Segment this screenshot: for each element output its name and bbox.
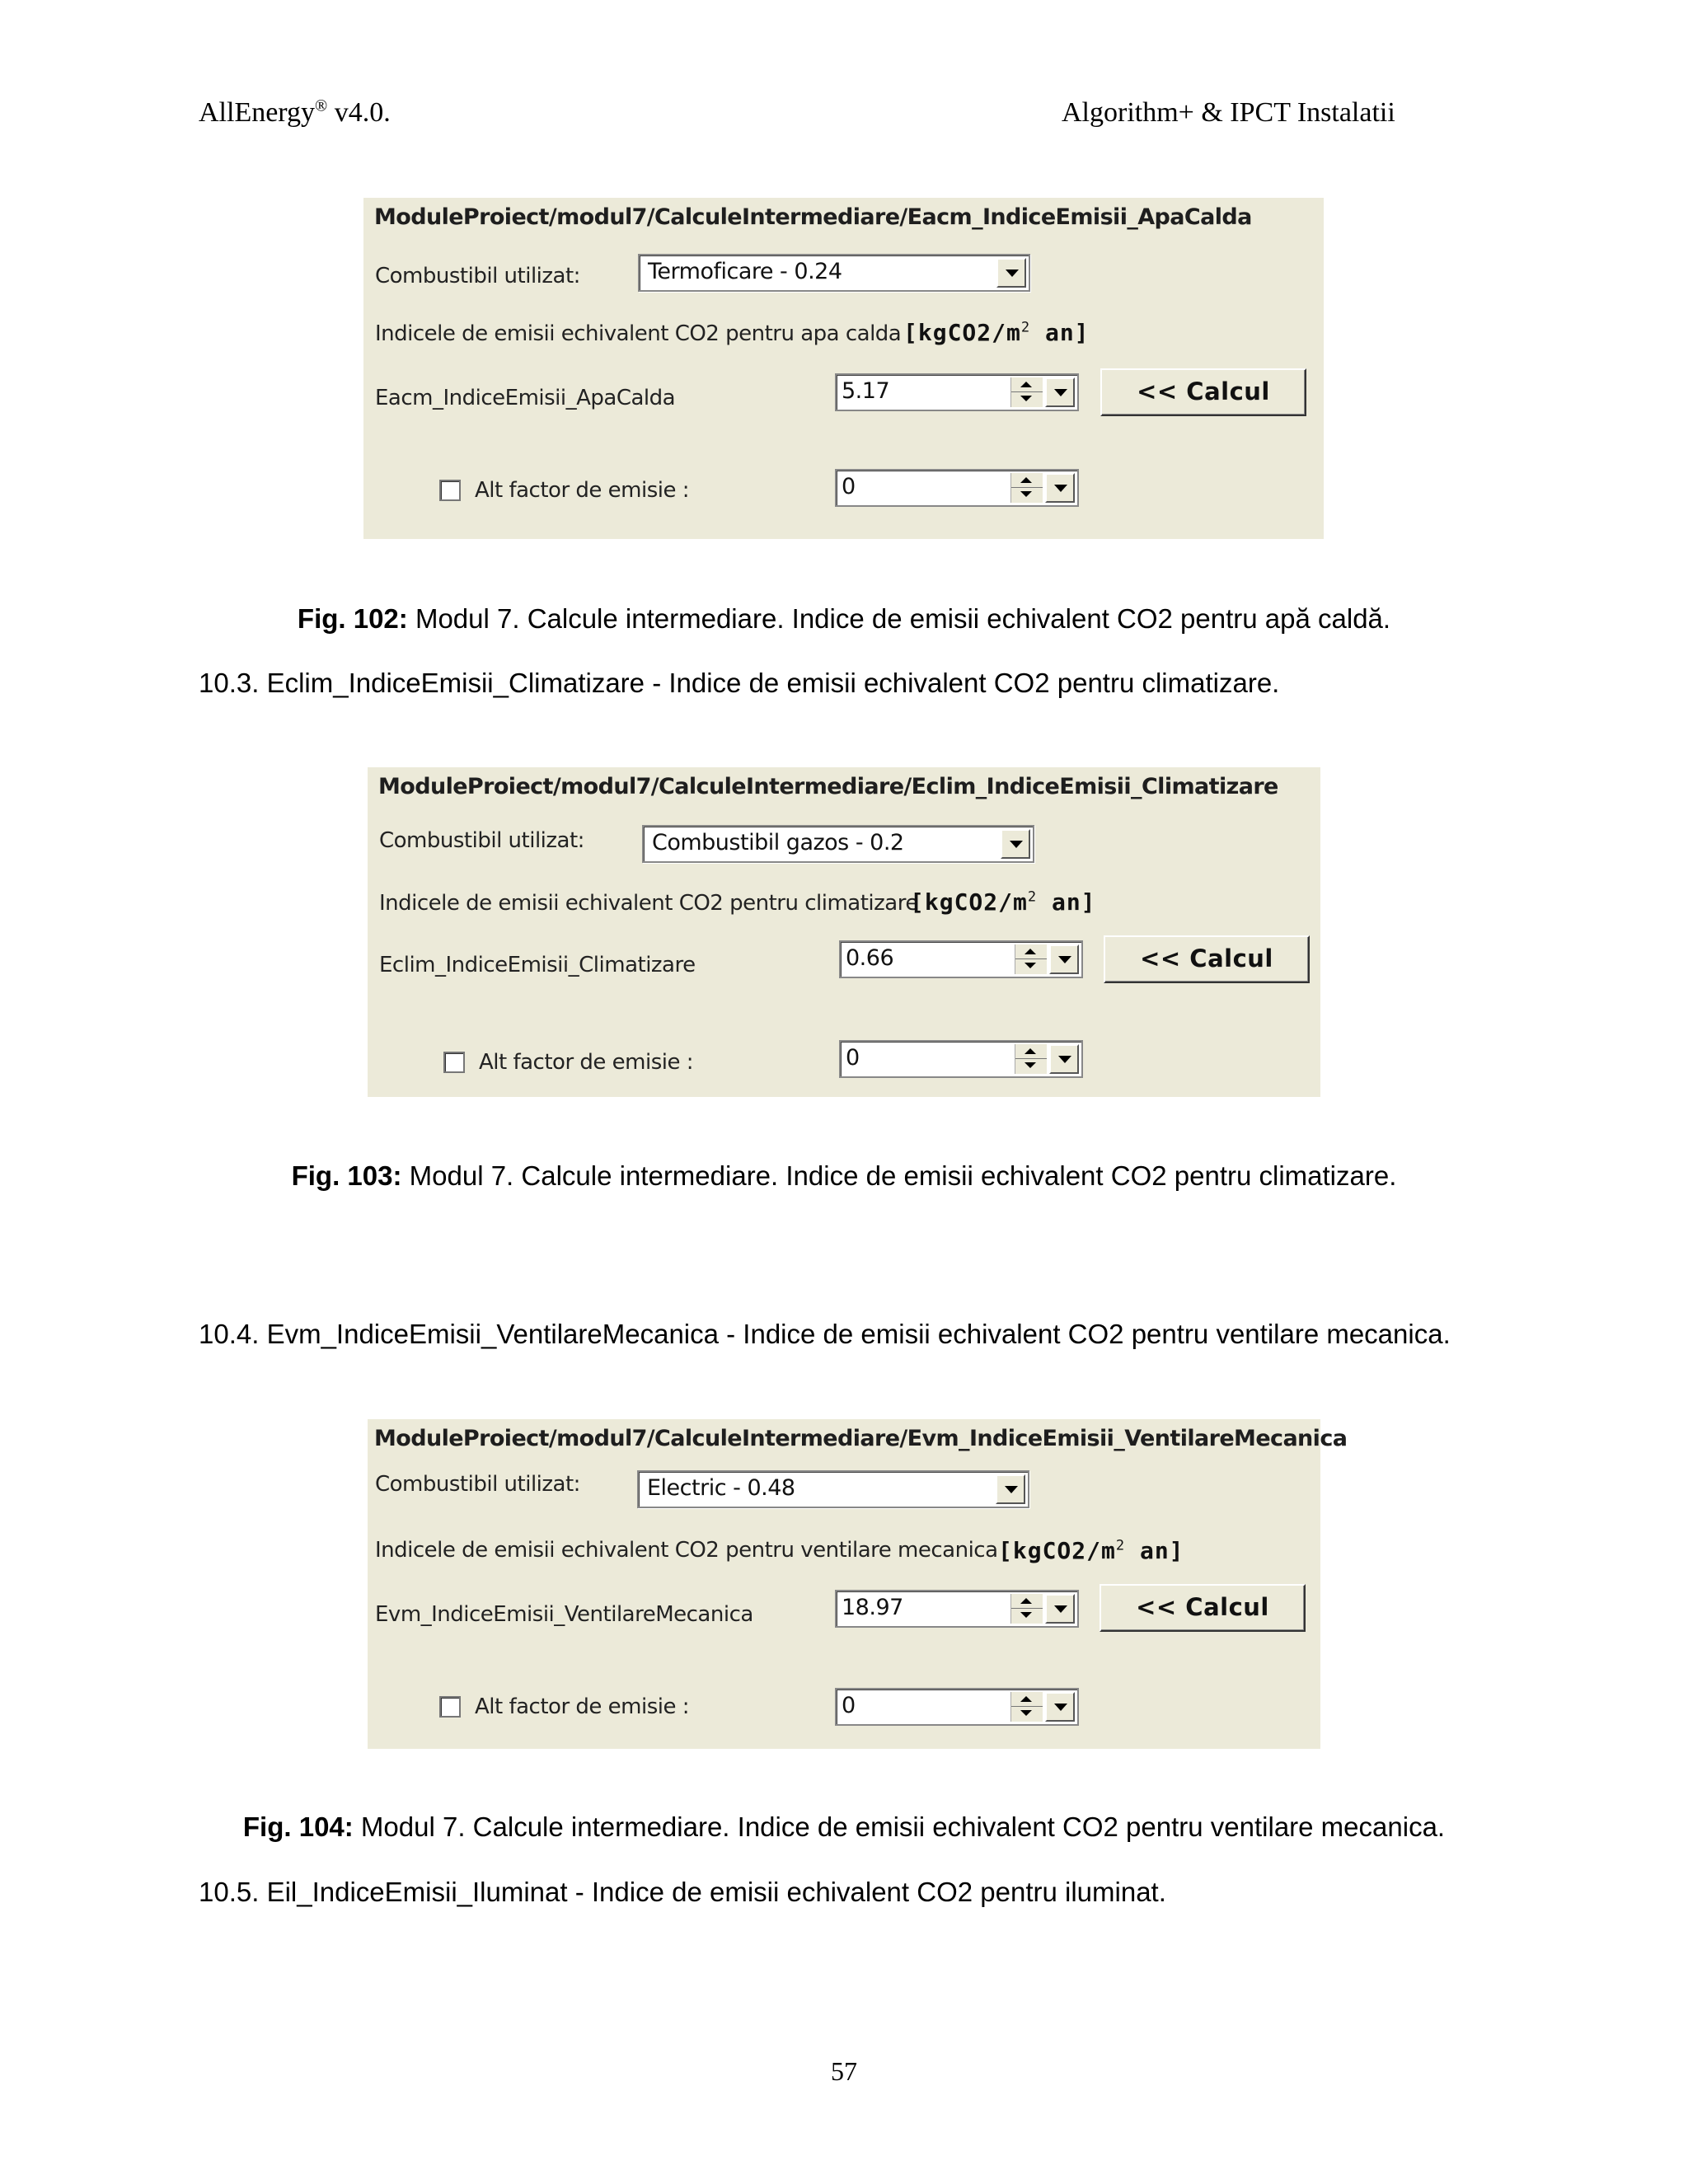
spin-arrows-icon[interactable] [1010, 1594, 1043, 1624]
result-value: 5.17 [842, 378, 890, 404]
panel-title: ModuleProiect/modul7/CalculeIntermediare/Evm_IndiceEmisii_VentilareMecanica [374, 1426, 1348, 1451]
alt-factor-label: Alt factor de emisie : [475, 478, 690, 503]
section-heading: 10.5. Eil_IndiceEmisii_Iluminat - Indice de emisii echivalent CO2 pentru iluminat. [199, 1877, 1166, 1907]
alt-factor-label: Alt factor de emisie : [475, 1694, 690, 1719]
chevron-down-icon[interactable] [996, 1474, 1025, 1504]
calcul-button[interactable]: << Calcul [1100, 1584, 1306, 1632]
result-value: 0.66 [846, 945, 894, 971]
figure-caption [0, 1160, 1688, 1192]
unit-exponent: 2 [1027, 888, 1038, 906]
unit-tail: an] [1037, 888, 1096, 916]
fuel-label: Combustibil utilizat: [375, 264, 580, 288]
caption-label: Fig. 104: [242, 1811, 354, 1842]
alt-factor-value: 0 [842, 474, 856, 499]
chevron-down-icon[interactable] [1045, 1692, 1075, 1722]
unit-exponent: 2 [1020, 319, 1031, 336]
caption-text: Modul 7. Calcule intermediare. Indice de emisii echivalent CO2 pentru climatizare. [401, 1160, 1397, 1191]
chevron-down-icon[interactable] [1045, 377, 1075, 407]
chevron-down-icon[interactable] [1001, 829, 1030, 859]
panel-climatizare [368, 767, 1320, 1097]
alt-factor-label: Alt factor de emisie : [479, 1050, 694, 1075]
calcul-button[interactable]: << Calcul [1100, 368, 1306, 416]
result-spin-input[interactable] [839, 940, 1083, 978]
indice-label: Indicele de emisii echivalent CO2 pentru climatizare [379, 891, 918, 916]
alt-factor-spin-input[interactable] [835, 1688, 1079, 1726]
fuel-select[interactable] [642, 825, 1034, 863]
spin-arrows-icon[interactable] [1015, 944, 1047, 974]
panel-ventilare-mecanica [368, 1419, 1348, 1749]
alt-factor-checkbox[interactable] [443, 1052, 465, 1073]
running-header-right: Algorithm+ & IPCT Instalatii [1062, 97, 1395, 128]
unit-exponent: 2 [1115, 1537, 1126, 1554]
product-version: v4.0. [327, 97, 391, 128]
result-value: 18.97 [842, 1595, 903, 1620]
result-label: Eclim_IndiceEmisii_Climatizare [379, 953, 696, 977]
running-header-left [199, 97, 391, 129]
registered-mark: ® [315, 96, 328, 115]
chevron-down-icon[interactable] [1049, 944, 1079, 974]
spin-arrows-icon[interactable] [1015, 1044, 1047, 1074]
fuel-select-value: Termoficare - 0.24 [648, 259, 842, 284]
calcul-button[interactable]: << Calcul [1104, 935, 1310, 983]
unit-tail: an] [1125, 1537, 1184, 1564]
indice-label: Indicele de emisii echivalent CO2 pentru apa calda [375, 321, 902, 346]
result-label: Eacm_IndiceEmisii_ApaCalda [375, 386, 676, 410]
panel-apa-calda [363, 198, 1324, 539]
chevron-down-icon[interactable] [996, 258, 1026, 288]
caption-text: Modul 7. Calcule intermediare. Indice de emisii echivalent CO2 pentru ventilare mecanica. [353, 1811, 1446, 1842]
alt-factor-spin-input[interactable] [839, 1040, 1083, 1078]
unit-label [903, 319, 1090, 346]
chevron-down-icon[interactable] [1045, 473, 1075, 503]
alt-factor-spin-input[interactable] [835, 469, 1079, 507]
unit-label [998, 1537, 1184, 1564]
fuel-label: Combustibil utilizat: [379, 828, 584, 853]
unit-main: [kgCO2/m [910, 888, 1028, 916]
unit-tail: an] [1030, 319, 1090, 346]
spin-arrows-icon[interactable] [1010, 473, 1043, 503]
result-spin-input[interactable] [835, 373, 1079, 411]
unit-main: [kgCO2/m [903, 319, 1021, 346]
unit-main: [kgCO2/m [998, 1537, 1116, 1564]
page-number: 57 [831, 2056, 857, 2086]
indice-label: Indicele de emisii echivalent CO2 pentru ventilare mecanica [375, 1538, 998, 1563]
panel-title: ModuleProiect/modul7/CalculeIntermediare/Eclim_IndiceEmisii_Climatizare [378, 774, 1278, 799]
unit-label [910, 888, 1096, 916]
fuel-select[interactable] [637, 1470, 1029, 1508]
fuel-select[interactable] [638, 254, 1030, 292]
product-name: AllEnergy [199, 97, 316, 128]
alt-factor-value: 0 [846, 1045, 860, 1071]
section-heading: 10.3. Eclim_IndiceEmisii_Climatizare - Indice de emisii echivalent CO2 pentru climatizare. [199, 668, 1280, 698]
caption-label: Fig. 103: [291, 1160, 402, 1191]
result-spin-input[interactable] [835, 1590, 1079, 1628]
chevron-down-icon[interactable] [1049, 1044, 1079, 1074]
fuel-select-value: Electric - 0.48 [647, 1475, 795, 1501]
chevron-down-icon[interactable] [1045, 1594, 1075, 1624]
alt-factor-checkbox[interactable] [439, 480, 461, 501]
spin-arrows-icon[interactable] [1010, 377, 1043, 407]
spin-arrows-icon[interactable] [1010, 1692, 1043, 1722]
caption-label: Fig. 102: [297, 603, 408, 634]
result-label: Evm_IndiceEmisii_VentilareMecanica [375, 1602, 753, 1627]
fuel-label: Combustibil utilizat: [375, 1472, 580, 1497]
section-heading: 10.4. Evm_IndiceEmisii_VentilareMecanica - Indice de emisii echivalent CO2 pentru ventilare mecanica. [199, 1319, 1451, 1349]
alt-factor-value: 0 [842, 1693, 856, 1718]
figure-caption [0, 1811, 1688, 1843]
alt-factor-checkbox[interactable] [439, 1696, 461, 1718]
panel-title: ModuleProiect/modul7/CalculeIntermediare/Eacm_IndiceEmisii_ApaCalda [374, 204, 1252, 230]
figure-caption [0, 603, 1688, 635]
caption-text: Modul 7. Calcule intermediare. Indice de emisii echivalent CO2 pentru apă caldă. [407, 603, 1391, 634]
fuel-select-value: Combustibil gazos - 0.2 [652, 830, 904, 855]
